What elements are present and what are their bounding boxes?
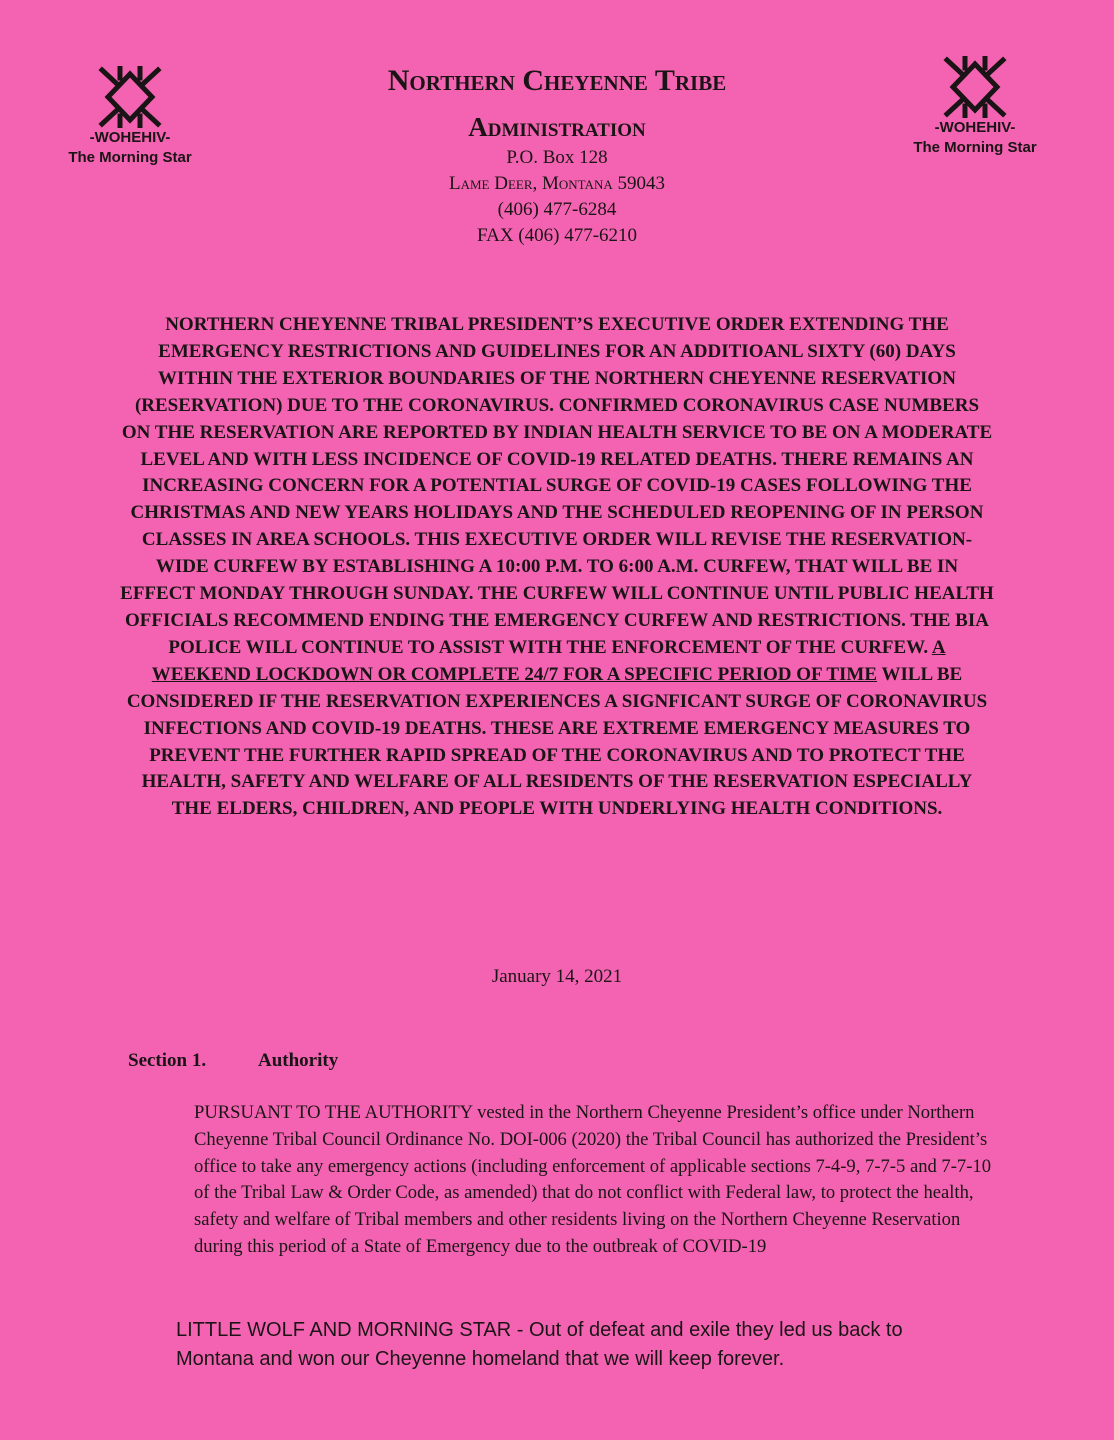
footer-motto: LITTLE WOLF AND MORNING STAR - Out of defeat and exile they led us back to Montana and won our Cheyenne homeland that we will keep forever.: [176, 1319, 903, 1370]
order-text-end: WILL BE CONSIDERED IF THE RESERVATION EXPERIENCES A SIGNFICANT SURGE OF CORONAVIRUS INFECTIONS AND COVID-19 DEATHS. THESE ARE EXTREME EMERGENCY MEASURES TO PREVENT THE FURTHER RAPID SPREAD OF THE CORONAVIRUS AND TO PROTECT THE HEALTH, SAFETY AND WELFARE OF ALL RESIDENTS OF THE RESERVATION ESPECIALLY THE ELDERS, CHILDREN, AND PEOPLE WITH UNDERLYING HEALTH CONDITIONS.: [126, 663, 988, 820]
logo-name: -WOHEHIV-: [934, 119, 1016, 136]
logo-subtitle: The Morning Star: [913, 139, 1037, 156]
address-fax: FAX (406) 477-6210: [476, 225, 638, 246]
order-text-underlined: A WEEKEND LOCKDOWN OR COMPLETE 24/7 FOR A SPECIFIC PERIOD OF TIME: [151, 636, 946, 685]
logo-subtitle: The Morning Star: [68, 149, 192, 166]
logo-name: -WOHEHIV-: [89, 129, 171, 146]
executive-order-summary: [120, 312, 994, 823]
section-title: Authority: [258, 1050, 339, 1071]
organization-subtitle: Administration: [468, 112, 646, 142]
section-heading: [128, 1050, 338, 1072]
organization-title: Northern Cheyenne Tribe: [387, 64, 727, 97]
order-date: January 14, 2021: [491, 966, 623, 987]
address-city: Lame Deer, Montana 59043: [448, 173, 665, 194]
order-text-main: NORTHERN CHEYENNE TRIBAL PRESIDENT’S EXECUTIVE ORDER EXTENDING THE EMERGENCY RESTRICTIONS AND GUIDELINES FOR AN ADDITIOANL SIXTY (60) DAYS WITHIN THE EXTERIOR BOUNDARIES OF THE NORTHERN CHEYENNE RESERVATION (RESERVATION) DUE TO THE CORONAVIRUS. CONFIRMED CORONAVIRUS CASE NUMBERS ON THE RESERVATION ARE REPORTED BY INDIAN HEALTH SERVICE TO BE ON A MODERATE LEVEL AND WITH LESS INCIDENCE OF COVID-19 RELATED DEATHS. THERE REMAINS AN INCREASING CONCERN FOR A POTENTIAL SURGE OF COVID-19 CASES FOLLOWING THE CHRISTMAS AND NEW YEARS HOLIDAYS AND THE SCHEDULED REOPENING OF IN PERSON CLASSES IN AREA SCHOOLS. THIS EXECUTIVE ORDER WILL REVISE THE RESERVATION-WIDE CURFEW BY ESTABLISHING A 10:00 P.M. TO 6:00 A.M. CURFEW, THAT WILL BE IN EFFECT MONDAY THROUGH SUNDAY. THE CURFEW WILL CONTINUE UNTIL PUBLIC HEALTH OFFICIALS RECOMMEND ENDING THE EMERGENCY CURFEW AND RESTRICTIONS. THE BIA POLICE WILL CONTINUE TO ASSIST WITH THE ENFORCEMENT OF THE CURFEW.: [120, 314, 994, 658]
section-number: Section 1.: [128, 1050, 207, 1071]
address-phone: (406) 477-6284: [497, 199, 617, 220]
section-body: PURSUANT TO THE AUTHORITY vested in the Northern Cheyenne President’s office under Northern Cheyenne Tribal Council Ordinance No. DOI-006 (2020) the Tribal Council has authorized the President’s office to take any emergency actions (including enforcement of applicable sections 7-4-9, 7-7-5 and 7-7-10 of the Tribal Law & Order Code, as amended) that do not conflict with Federal law, to protect the health, safety and welfare of Tribal members and other residents living on the Northern Cheyenne Reservation during this period of a State of Emergency due to the outbreak of COVID-19: [194, 1102, 992, 1257]
address-po-box: P.O. Box 128: [506, 147, 608, 168]
